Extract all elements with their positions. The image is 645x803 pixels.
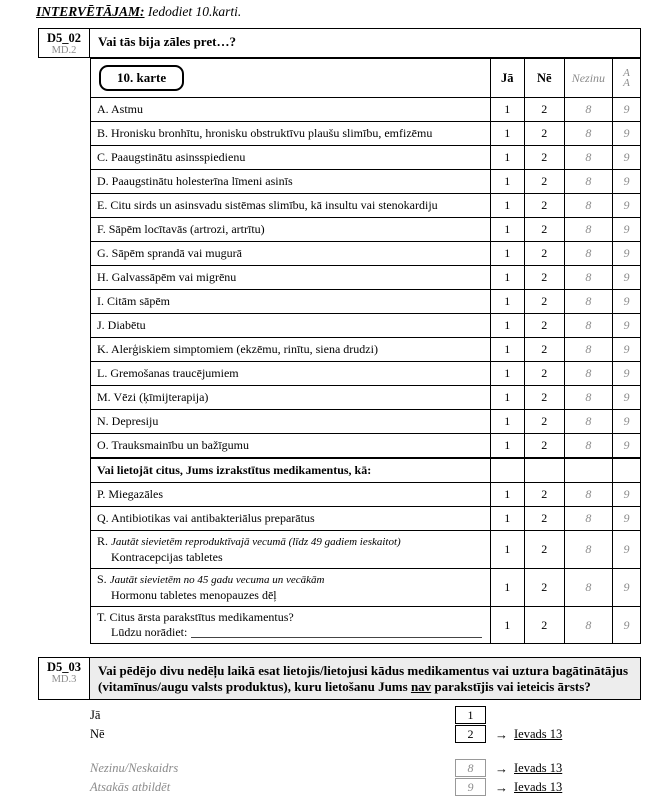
answer-cell-refuse[interactable]: 9 bbox=[612, 98, 640, 122]
answer-cell-yes[interactable]: 1 bbox=[490, 434, 524, 459]
row-label: J. Diabētu bbox=[91, 314, 491, 338]
card-badge-cell bbox=[91, 59, 491, 98]
table-row bbox=[91, 531, 641, 569]
q2-question-text: Vai pēdējo divu nedēļu laikā esat lietojis/lietojusi kādus medikamentus vai uztura bagātinātājus (vitamīnus/augu valsts produktus), kuru lietošanu Jums nav parakstījis vai ieteicis ārsts? bbox=[90, 657, 641, 700]
goto-arrow-icon: → bbox=[495, 779, 508, 795]
table-row bbox=[91, 194, 641, 218]
table-row bbox=[91, 483, 641, 507]
answer-cell-refuse[interactable]: 9 bbox=[612, 218, 640, 242]
empty-cell bbox=[564, 458, 612, 483]
answer-cell-refuse[interactable]: 9 bbox=[612, 122, 640, 146]
answer-cell-yes[interactable]: 1 bbox=[490, 531, 524, 569]
answer-cell-yes[interactable]: 1 bbox=[490, 507, 524, 531]
table-row bbox=[91, 569, 641, 607]
row-label bbox=[91, 607, 491, 644]
answer-cell-refuse[interactable]: 9 bbox=[612, 483, 640, 507]
empty-cell bbox=[612, 458, 640, 483]
answer-cell-dontknow[interactable]: 8 bbox=[564, 98, 612, 122]
answer-cell-no[interactable]: 2 bbox=[524, 531, 564, 569]
answer-cell-dontknow[interactable]: 8 bbox=[564, 194, 612, 218]
q2-code-sub: MD.3 bbox=[51, 674, 77, 685]
answer-code-box[interactable]: 1 bbox=[455, 706, 486, 724]
answer-cell-refuse[interactable]: 9 bbox=[612, 434, 640, 459]
card-badge: 10. karte bbox=[99, 65, 184, 91]
answer-cell-refuse[interactable]: 9 bbox=[612, 569, 640, 607]
row-label: G. Sāpēm sprandā vai mugurā bbox=[91, 242, 491, 266]
answer-cell-yes[interactable]: 1 bbox=[490, 338, 524, 362]
row-label: B. Hronisku bronhītu, hronisku obstruktīvu plaušu slimību, emfizēmu bbox=[91, 122, 491, 146]
question-block-d5-03 bbox=[38, 657, 641, 700]
table-row bbox=[91, 338, 641, 362]
answer-cell-dontknow[interactable]: 8 bbox=[564, 569, 612, 607]
answer-code-box[interactable]: 2 bbox=[455, 725, 486, 743]
answer-cell-refuse[interactable]: 9 bbox=[612, 507, 640, 531]
answer-cell-no[interactable]: 2 bbox=[524, 434, 564, 459]
table-row bbox=[91, 122, 641, 146]
answer-row bbox=[90, 706, 610, 725]
answer-cell-no[interactable]: 2 bbox=[524, 290, 564, 314]
answer-cell-refuse[interactable]: 9 bbox=[612, 170, 640, 194]
answer-cell-dontknow[interactable]: 8 bbox=[564, 410, 612, 434]
row-letter: S. bbox=[97, 572, 110, 586]
answer-cell-refuse[interactable]: 9 bbox=[612, 531, 640, 569]
answer-cell-yes[interactable]: 1 bbox=[490, 242, 524, 266]
answer-cell-refuse[interactable]: 9 bbox=[612, 266, 640, 290]
answer-cell-dontknow[interactable]: 8 bbox=[564, 362, 612, 386]
medication-table-body bbox=[91, 98, 641, 644]
answer-cell-yes[interactable]: 1 bbox=[490, 410, 524, 434]
answer-cell-no[interactable]: 2 bbox=[524, 386, 564, 410]
answer-cell-no[interactable]: 2 bbox=[524, 507, 564, 531]
answer-cell-dontknow[interactable]: 8 bbox=[564, 434, 612, 459]
table-row bbox=[91, 146, 641, 170]
answer-cell-dontknow[interactable]: 8 bbox=[564, 338, 612, 362]
answer-cell-yes[interactable]: 1 bbox=[490, 266, 524, 290]
answer-cell-no[interactable]: 2 bbox=[524, 314, 564, 338]
answer-cell-dontknow[interactable]: 8 bbox=[564, 386, 612, 410]
answer-cell-no[interactable]: 2 bbox=[524, 338, 564, 362]
row-label bbox=[91, 569, 491, 607]
row-text-line: Kontracepcijas tabletes bbox=[111, 550, 223, 564]
row-label: F. Sāpēm locītavās (artrozi, artrītu) bbox=[91, 218, 491, 242]
answer-cell-yes[interactable]: 1 bbox=[490, 483, 524, 507]
answer-label: Nezinu/Neskaidrs bbox=[90, 761, 179, 775]
answer-cell-yes[interactable]: 1 bbox=[490, 122, 524, 146]
table-row bbox=[91, 362, 641, 386]
answer-label: Jā bbox=[90, 708, 101, 722]
interviewer-instruction bbox=[36, 4, 645, 20]
answer-cell-no[interactable]: 2 bbox=[524, 122, 564, 146]
q1-header bbox=[38, 28, 641, 58]
answer-row bbox=[90, 725, 610, 744]
q2-answers bbox=[90, 706, 610, 797]
answer-cell-yes[interactable]: 1 bbox=[490, 194, 524, 218]
table-row bbox=[91, 434, 641, 459]
answer-cell-no[interactable]: 2 bbox=[524, 362, 564, 386]
answer-cell-dontknow[interactable]: 8 bbox=[564, 290, 612, 314]
answer-cell-no[interactable]: 2 bbox=[524, 483, 564, 507]
answer-cell-refuse[interactable]: 9 bbox=[612, 314, 640, 338]
row-note-line bbox=[97, 534, 484, 550]
goto-instruction: Ievads 13 bbox=[514, 727, 563, 741]
answer-cell-refuse[interactable]: 9 bbox=[612, 146, 640, 170]
row-text-line: Hormonu tabletes menopauzes dēļ bbox=[111, 588, 277, 602]
answer-cell-yes[interactable]: 1 bbox=[490, 607, 524, 644]
q1-code: D5_02 bbox=[46, 31, 82, 45]
questionnaire-page bbox=[0, 4, 645, 803]
table-row bbox=[91, 218, 641, 242]
row-note-line bbox=[97, 572, 484, 588]
goto-instruction: Ievads 13 bbox=[514, 761, 563, 775]
table-row bbox=[91, 386, 641, 410]
answer-row bbox=[90, 759, 610, 778]
answer-label: Atsakās atbildēt bbox=[90, 780, 171, 794]
writein-blank[interactable] bbox=[191, 626, 481, 638]
answer-cell-no[interactable]: 2 bbox=[524, 218, 564, 242]
row-label: K. Alerģiskiem simptomiem (ekzēmu, rinītu, siena drudzi) bbox=[91, 338, 491, 362]
goto-arrow-icon: → bbox=[495, 726, 508, 742]
answer-code-box[interactable]: 8 bbox=[455, 759, 486, 777]
column-header-no: Nē bbox=[524, 59, 564, 98]
column-header-dontknow: Nezinu bbox=[564, 59, 612, 98]
row-label: L. Gremošanas traucējumiem bbox=[91, 362, 491, 386]
section-header-row bbox=[91, 458, 641, 483]
row-letter: R. bbox=[97, 534, 112, 548]
answer-cell-no[interactable]: 2 bbox=[524, 146, 564, 170]
row-label: I. Citām sāpēm bbox=[91, 290, 491, 314]
answer-cell-yes[interactable]: 1 bbox=[490, 569, 524, 607]
answer-cell-no[interactable]: 2 bbox=[524, 170, 564, 194]
empty-cell bbox=[524, 458, 564, 483]
row-label: E. Citu sirds un asinsvadu sistēmas slimību, kā insultu vai stenokardiju bbox=[91, 194, 491, 218]
table-header-row bbox=[91, 59, 641, 98]
medication-table bbox=[90, 58, 641, 644]
answer-cell-yes[interactable]: 1 bbox=[490, 362, 524, 386]
row-label: C. Paaugstinātu asinsspiedienu bbox=[91, 146, 491, 170]
q1-code-sub: MD.2 bbox=[51, 45, 77, 56]
table-row bbox=[91, 170, 641, 194]
goto-instruction: Ievads 13 bbox=[514, 780, 563, 794]
answer-cell-yes[interactable]: 1 bbox=[490, 98, 524, 122]
interviewer-instruction-text: Iedodiet 10.karti. bbox=[144, 4, 242, 19]
answer-cell-dontknow[interactable]: 8 bbox=[564, 218, 612, 242]
answer-label: Nē bbox=[90, 727, 105, 741]
answer-cell-dontknow[interactable]: 8 bbox=[564, 314, 612, 338]
answer-cell-refuse[interactable]: 9 bbox=[612, 607, 640, 644]
interviewer-instruction-label: INTERVĒTĀJAM: bbox=[36, 4, 145, 19]
answer-cell-dontknow[interactable]: 8 bbox=[564, 531, 612, 569]
table-row bbox=[91, 266, 641, 290]
row-label: Vai lietojāt citus, Jums izrakstītus medikamentus, kā: bbox=[91, 458, 491, 483]
table-row bbox=[91, 290, 641, 314]
answer-cell-no[interactable]: 2 bbox=[524, 266, 564, 290]
column-header-refuse: A A bbox=[612, 59, 640, 98]
answer-cell-dontknow[interactable]: 8 bbox=[564, 122, 612, 146]
answer-cell-dontknow[interactable]: 8 bbox=[564, 507, 612, 531]
row-label: N. Depresiju bbox=[91, 410, 491, 434]
answer-cell-yes[interactable]: 1 bbox=[490, 290, 524, 314]
row-label: P. Miegazāles bbox=[91, 483, 491, 507]
row-label: A. Astmu bbox=[91, 98, 491, 122]
answer-cell-refuse[interactable]: 9 bbox=[612, 194, 640, 218]
answer-cell-dontknow[interactable]: 8 bbox=[564, 146, 612, 170]
table-row bbox=[91, 507, 641, 531]
row-instruction-note: Jautāt sievietēm no 45 gadu vecuma un vecākām bbox=[109, 574, 325, 586]
answer-cell-refuse[interactable]: 9 bbox=[612, 338, 640, 362]
q2-code: D5_03 bbox=[46, 660, 82, 674]
answer-cell-no[interactable]: 2 bbox=[524, 410, 564, 434]
q1-code-box bbox=[38, 28, 90, 58]
row-label bbox=[91, 531, 491, 569]
row-instruction-note: Jautāt sievietēm reproduktīvajā vecumā (līdz 49 gadiem ieskaitot) bbox=[111, 536, 401, 548]
q2-header bbox=[38, 657, 641, 700]
table-row bbox=[91, 242, 641, 266]
writein-prompt: Lūdzu norādiet: bbox=[111, 625, 188, 639]
answer-cell-no[interactable]: 2 bbox=[524, 242, 564, 266]
table-row bbox=[91, 607, 641, 644]
answer-cell-yes[interactable]: 1 bbox=[490, 314, 524, 338]
answer-cell-yes[interactable]: 1 bbox=[490, 386, 524, 410]
answer-cell-refuse[interactable]: 9 bbox=[612, 290, 640, 314]
answer-cell-yes[interactable]: 1 bbox=[490, 146, 524, 170]
answer-cell-no[interactable]: 2 bbox=[524, 194, 564, 218]
row-label: M. Vēzi (ķīmijterapija) bbox=[91, 386, 491, 410]
goto-arrow-icon: → bbox=[495, 760, 508, 776]
answer-cell-dontknow[interactable]: 8 bbox=[564, 170, 612, 194]
row-label: H. Galvassāpēm vai migrēnu bbox=[91, 266, 491, 290]
answer-cell-yes[interactable]: 1 bbox=[490, 170, 524, 194]
answer-cell-dontknow[interactable]: 8 bbox=[564, 483, 612, 507]
answer-cell-dontknow[interactable]: 8 bbox=[564, 266, 612, 290]
answer-row bbox=[90, 778, 610, 797]
answer-cell-dontknow[interactable]: 8 bbox=[564, 242, 612, 266]
answer-cell-no[interactable]: 2 bbox=[524, 569, 564, 607]
row-writein-line bbox=[97, 625, 484, 640]
q2-code-box bbox=[38, 657, 90, 700]
answer-cell-no[interactable]: 2 bbox=[524, 607, 564, 644]
table-row bbox=[91, 98, 641, 122]
empty-cell bbox=[490, 458, 524, 483]
row-label: Q. Antibiotikas vai antibakteriālus preparātus bbox=[91, 507, 491, 531]
answer-cell-refuse[interactable]: 9 bbox=[612, 362, 640, 386]
row-label: O. Trauksmainību un bažīgumu bbox=[91, 434, 491, 459]
table-row bbox=[91, 410, 641, 434]
q1-question-text: Vai tās bija zāles pret…? bbox=[90, 28, 641, 58]
row-label: D. Paaugstinātu holesterīna līmeni asinīs bbox=[91, 170, 491, 194]
q2-question-emphasis: nav bbox=[410, 679, 432, 694]
question-block-d5-02 bbox=[38, 28, 641, 644]
table-row bbox=[91, 314, 641, 338]
answer-cell-refuse[interactable]: 9 bbox=[612, 242, 640, 266]
answer-cell-yes[interactable]: 1 bbox=[490, 218, 524, 242]
row-text-line: T. Citus ārsta parakstītus medikamentus? bbox=[97, 610, 294, 624]
answer-cell-refuse[interactable]: 9 bbox=[612, 410, 640, 434]
answer-cell-no[interactable]: 2 bbox=[524, 98, 564, 122]
answer-cell-dontknow[interactable]: 8 bbox=[564, 607, 612, 644]
answer-code-box[interactable]: 9 bbox=[455, 778, 486, 796]
column-header-yes: Jā bbox=[490, 59, 524, 98]
answer-cell-refuse[interactable]: 9 bbox=[612, 386, 640, 410]
